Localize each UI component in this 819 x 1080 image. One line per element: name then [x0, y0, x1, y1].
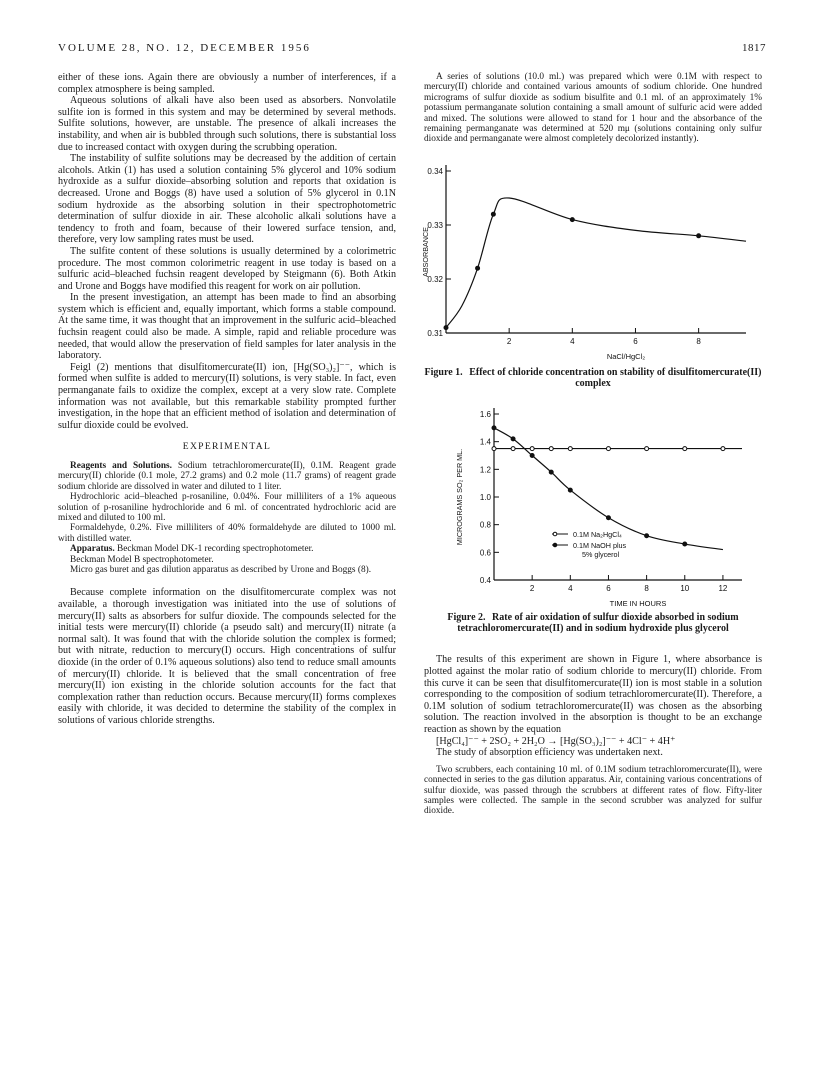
legend-label: 0.1M Na₂HgCl₄ [573, 529, 622, 539]
paragraph: Two scrubbers, each containing 10 ml. of 0.1M sodium tetrachloromercurate(II), were connected in series to the gas dilution apparatus. Air, containing various concentrations of sulfur dioxide, was passed through the scrubbers at different rates of flow. Fifty-liter samples were collected. The sample in the second scrubber was analyzed for sulfur dioxide. [424, 764, 762, 817]
y-tick-label: 0.8 [479, 520, 491, 530]
paragraph: The study of absorption efficiency was undertaken next. [436, 747, 663, 759]
data-point [549, 446, 553, 450]
y-tick-label: 0.4 [479, 575, 491, 585]
data-point [492, 425, 496, 429]
paragraph: Micro gas buret and gas dilution apparatus as described by Urone and Boggs (8). [70, 565, 372, 576]
data-point [568, 488, 572, 492]
data-point [491, 212, 495, 216]
legend-label: 0.1M NaOH plus [573, 540, 627, 550]
figure-2 [424, 398, 762, 608]
paragraph: The sulfite content of these solutions is usually determined by a colorimetric procedure. The most common colorimetric reagent in use today is based on a sulfuric acid–bleached fuchsin reagent developed by Steigmann (6). Both Atkin and Urone and Boggs have modified this reagent for work on air pollution. [58, 245, 396, 292]
paragraph: Beckman Model B spectrophotometer. [70, 554, 214, 565]
data-point [697, 234, 701, 238]
paragraph: Because complete information on the disulfitomercurate complex was not available, a thorough investigation was initiated into the use of solutions of mercury(II) salts as absorbers for sulfur dioxide. The compounds selected for the initial tests were mercury(II) chloride (a pseudo salt) and mercury(II) nitrate (a normal salt). It was found that with the chloride solution the complex is formed; but with nitrate, reduction to mercury(I) occurs. High concentrations of sulfur dioxide (in the order of 0.1% aqueous solutions) also tend to reduce small amounts of mercury(II) chloride. It is believed that the small concentration of free mercury(II) ion existing in the chloride solution accounts for the fact that complexation rather than reduction occurs. Because mercury(II) forms complexes easily with chloride, it was decided to determine the stability of the complex in solutions of various chloride strengths. [58, 587, 396, 726]
data-point [549, 470, 553, 474]
y-tick-label: 0.31 [427, 328, 443, 338]
x-axis-label: TIME IN HOURS [609, 598, 667, 608]
paragraph: Feigl (2) mentions that disulfitomercurate(II) ion, [Hg(SO₃)₂]⁻⁻, which is formed when sulfite is added to mercury(II) solutions, is very stable. In fact, even permanganate fails to oxidize the complex, except at a very slow rate. Complete information was not available, but this remarkable stability prompted further investigation, in the hope that an efficient method of isolation and determination of sulfur dioxide could be evolved. [58, 361, 396, 431]
legend-marker [553, 543, 557, 547]
reagents-paragraph [58, 461, 396, 492]
left-column [58, 72, 396, 727]
data-point [683, 446, 687, 450]
y-tick-label: 0.34 [427, 166, 443, 176]
figure-2-caption-text: Rate of air oxidation of sulfur dioxide absorbed in sodium tetrachloromercurate(II) and in sodium hydroxide plus glycerol [457, 611, 739, 635]
data-point [476, 266, 480, 270]
legend-marker [553, 532, 557, 536]
y-tick-label: 0.33 [427, 220, 443, 230]
y-tick-label: 1.2 [479, 464, 491, 474]
y-tick-label: 1.4 [479, 437, 491, 447]
data-point [530, 446, 534, 450]
series-line-0 [446, 198, 746, 328]
right-column [421, 72, 762, 817]
paragraph: Hydrochloric acid–bleached p-rosaniline, 0.04%. Four milliliters of a 1% aqueous solution of p-rosaniline hydrochloride and 6 ml. of concentrated hydrochloric acid are mixed and diluted to 100 ml. [58, 492, 396, 524]
data-point [721, 446, 725, 450]
figure-1 [421, 153, 762, 363]
data-point [568, 446, 572, 450]
legend [552, 530, 627, 559]
data-point [606, 446, 610, 450]
data-point [683, 542, 687, 546]
runin-heading: Reagents and Solutions. [70, 461, 172, 471]
apparatus-paragraph [58, 544, 396, 554]
x-tick-label: 4 [568, 583, 573, 593]
equation: [HgCl₄]⁻⁻ + 2SO₂ + 2H₂O → [Hg(SO₃)₂]⁻⁻ + 4Cl⁻ + 4H⁺ [436, 735, 676, 747]
y-axis-label: ABSORBANCE [421, 226, 430, 277]
figure-1-caption [424, 367, 762, 390]
y-tick-label: 0.32 [427, 274, 443, 284]
figure-1-caption-text: Effect of chloride concentration on stability of disulfitomercurate(II) complex [469, 366, 762, 390]
paragraph: either of these ions. Again there are obviously a number of interferences, if a complex atmosphere is being sampled. [58, 72, 396, 95]
data-point [530, 453, 534, 457]
paragraph: A series of solutions (10.0 ml.) was prepared which were 0.1M with respect to mercury(II) chloride and contained various amounts of sodium chloride. One hundred micrograms of sulfur dioxide as sodium bisulfite and 0.1 ml. of an approximately 1% potassium permanganate solution containing a small amount of sulfuric acid were added and mixed. The solutions were allowed to stand for 1 hour and the absorbance of the remaining permanganate was determined at 520 mμ (solutions containing only sulfur dioxide and permanganate were almost completely decolorized instantly). [424, 72, 762, 145]
paragraph: The results of this experiment are shown in Figure 1, where absorbance is plotted against the molar ratio of sodium chloride to mercury(II) chloride. From this curve it can be seen that disulfitomercurate(II) ion is most stable in a solution corresponding to the composition of sodium tetrachloromercurate(II). Therefore, a 0.1M solution of sodium tetrachloromercurate(II) was chosen as the absorbing solution. The reaction involved in the absorption is thought to be an exchange reaction as shown by the equation [424, 654, 762, 736]
data-point [645, 533, 649, 537]
figure-2-chart [424, 398, 762, 608]
figure-1-label: Figure 1. [424, 366, 463, 378]
figure-2-label: Figure 2. [447, 611, 486, 623]
y-tick-label: 0.6 [479, 547, 491, 557]
axes [455, 408, 742, 608]
y-axis-label: MICROGRAMS SO₂ PER ML. [455, 448, 464, 545]
journal-volume: VOLUME 28, NO. 12, DECEMBER 1956 [58, 42, 311, 54]
axes [421, 165, 746, 361]
paragraph: In the present investigation, an attempt has been made to find an absorbing system which is efficient and, equally important, which forms a stable compound. At the same time, it was thought that an improvement in the sulfuric acid–bleached fuchsin reagent could also be made. A simple, rapid and reliable procedure was needed, that would allow the preservation of field samples for later analysis in the laboratory. [58, 292, 396, 362]
x-tick-label: 10 [680, 583, 690, 593]
figure-2-caption [424, 612, 762, 635]
x-tick-label: 8 [644, 583, 649, 593]
x-tick-label: 2 [529, 583, 535, 593]
legend-label-cont: 5% glycerol [582, 549, 620, 559]
data-point [570, 217, 574, 221]
x-tick-label: 6 [633, 336, 638, 346]
data-point [444, 325, 448, 329]
data-point [645, 446, 649, 450]
paragraph: Aqueous solutions of alkali have also been used as absorbers. Nonvolatile sulfite ion is formed in this system and may be determined by several methods. Sulfite solutions, however, are unstable. The presence of alkali increases the instability, and when air is bubbled through such solutions, there is substantial loss due to increased contact with oxygen during the scrubbing operation. [58, 95, 396, 153]
y-tick-label: 1.6 [479, 409, 491, 419]
reagents-text: Sodium tetrachloromercurate(II), 0.1M. Reagent grade mercury(II) chloride (0.1 mole, 27.2 grams) and 0.2 mole (11.7 grams) of reagent grade sodium chloride are dissolved in water and diluted to 1 liter. [58, 461, 396, 492]
paragraph: The instability of sulfite solutions may be decreased by the addition of certain alcohols. Atkin (1) has used a solution containing 5% glycerol and 10% sodium hydroxide as a sulfur dioxide–absorbing solution and reports that oxidation is decreased. Urone and Boggs (8) have used a solution of 5% glycerol in 0.1N sodium hydroxide as the absorbing solution in their spectrophotometric determination of sulfur dioxide in air. These alcoholic alkali solutions have a tendency to froth and foam, because of their lowered surface tension, and, therefore, very low sampling rates must be used. [58, 153, 396, 246]
section-heading: EXPERIMENTAL [182, 441, 272, 453]
x-tick-label: 6 [606, 583, 611, 593]
apparatus-text: Beckman Model DK-1 recording spectrophotometer. [117, 544, 314, 555]
data-point [511, 446, 515, 450]
data-point [492, 446, 496, 450]
figure-1-chart [421, 153, 762, 363]
paragraph: Formaldehyde, 0.2%. Five milliliters of 40% formaldehyde are diluted to 1000 ml. with distilled water. [58, 523, 396, 544]
running-header [58, 42, 766, 58]
data-point [511, 437, 515, 441]
x-tick-label: 4 [570, 336, 575, 346]
x-tick-label: 8 [696, 336, 701, 346]
y-tick-label: 1.0 [479, 492, 491, 502]
x-axis-label: NaCl/HgCl₂ [606, 351, 646, 361]
x-tick-label: 2 [506, 336, 512, 346]
page-number: 1817 [742, 42, 766, 54]
runin-heading: Apparatus. [70, 544, 115, 555]
data-point [606, 515, 610, 519]
x-tick-label: 12 [718, 583, 728, 593]
